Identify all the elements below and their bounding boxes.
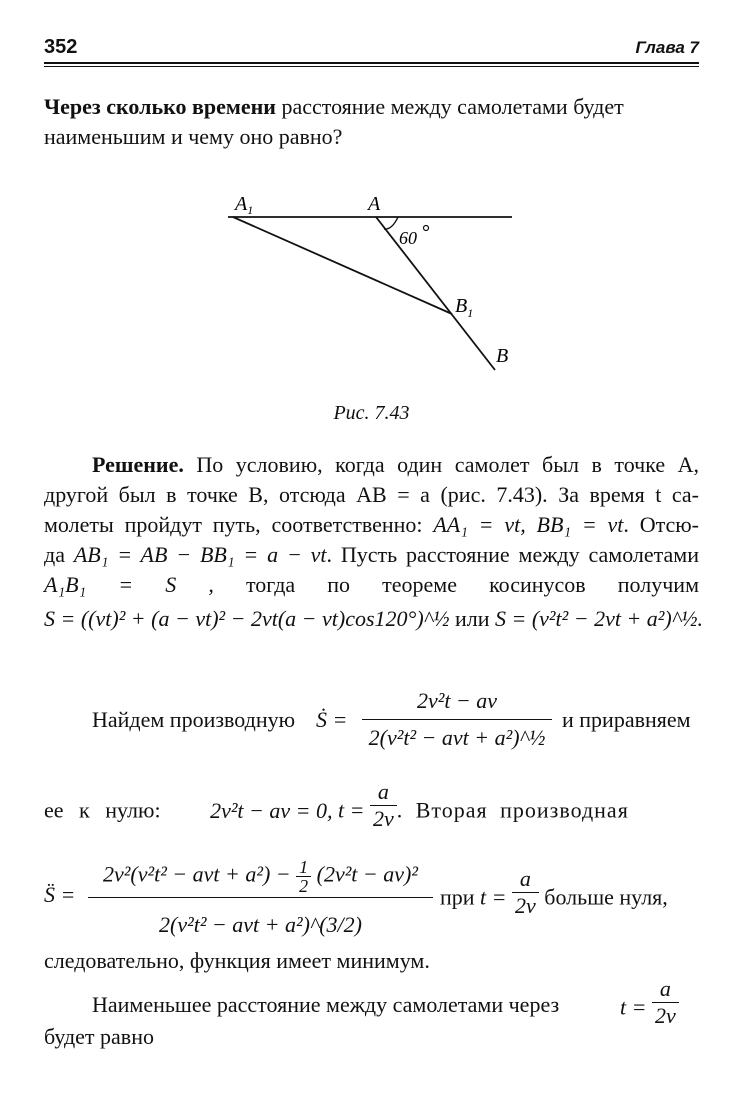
final-last: будет равно [44, 1024, 154, 1049]
conclusion: следовательно, функция имеет минимум. [44, 948, 430, 973]
formula-s-simplified: S = (v²t² − 2vt + a²)^½. [494, 606, 703, 631]
header-rule-thin [44, 66, 699, 67]
segment-a1-b1 [233, 217, 452, 314]
formula-cosine-law: S = ((vt)² + (a − vt)² − 2vt(a − vt)cos120°)^½ [44, 606, 450, 631]
formula-ab1: AB₁ = AB − BB₁ = a − vt [73, 542, 327, 567]
label-b: B [496, 345, 509, 367]
question-rest: расстояние между самолетами будет [275, 94, 624, 119]
question-bold: Через сколько времени [44, 94, 276, 119]
second-numerator: 2v²(v²t² − avt + a²) − $\frac{1}{2}$ (2v²t − av)² [103, 857, 418, 896]
label-b1: $B_1$ [455, 295, 474, 320]
final-text: Наименьшее расстояние между самолетами через [92, 992, 560, 1017]
angle-arc [384, 217, 398, 229]
label-angle: 60 [399, 228, 417, 248]
running-header [44, 36, 699, 62]
solution-paragraph: Решение. По условию, когда один самолет был в точке A, другой был в точке B, отсюда AB = a (рис. 7.43). За время t са- молеты пройдут путь, соответственно: AA₁ = vt, BB₁ = vt. Отсю- да AB₁ = AB − BB₁ = a − vt. Пусть расстояние между самолетами A₁B₁ = S , тогда по теореме косинусов получим S = ((vt)² + (a − vt)² − 2vt(a − vt)cos120°)^½ или S = (v²t² − 2vt + a²)^½. [44, 452, 703, 631]
figure-caption: Рис. 7.43 [333, 402, 410, 424]
label-a1: $A_1$ [235, 193, 254, 217]
second-denominator: 2(v²t² − avt + a²)^(3/2) [159, 912, 362, 937]
second-lhs: S̈ = [44, 882, 76, 907]
question-paragraph [44, 92, 699, 152]
header-rule-thick [44, 62, 699, 64]
page-number: 352 [44, 36, 78, 58]
derivative-intro: Найдем производную [92, 707, 296, 732]
label-a: A [368, 193, 381, 215]
formula-paths: AA₁ = vt, BB₁ = vt [433, 512, 624, 537]
segment-a-b [376, 217, 495, 370]
degree-mark [424, 226, 429, 231]
derivative-tail: и приравняем [562, 707, 691, 732]
solution-lead: Решение. [92, 452, 184, 477]
final-t: t = $\frac{a}{2v}$ [620, 990, 679, 1029]
second-fraction-bar [88, 897, 433, 898]
second-condition: при t = $\frac{a}{2v}$ больше нуля, [440, 866, 668, 918]
formula-s-def: A₁B₁ = S , [44, 572, 214, 597]
zero-line: ее к нулю: 2v²t − av = 0, t = $\frac{a}{2v}$ . Вторая производная [44, 779, 629, 831]
figure-7-43 [0, 180, 743, 380]
derivative-denominator: 2(v²t² − avt + a²)^½ [368, 725, 546, 750]
derivative-fraction-bar [362, 719, 552, 720]
question-line2: наименьшим и чему оно равно? [44, 124, 343, 149]
derivative-lhs: Ṡ = [316, 707, 348, 732]
chapter-title: Глава 7 [635, 38, 699, 57]
zero-equation: 2v²t − av = 0, [210, 797, 333, 823]
derivative-numerator: 2v²t − av [416, 688, 498, 713]
